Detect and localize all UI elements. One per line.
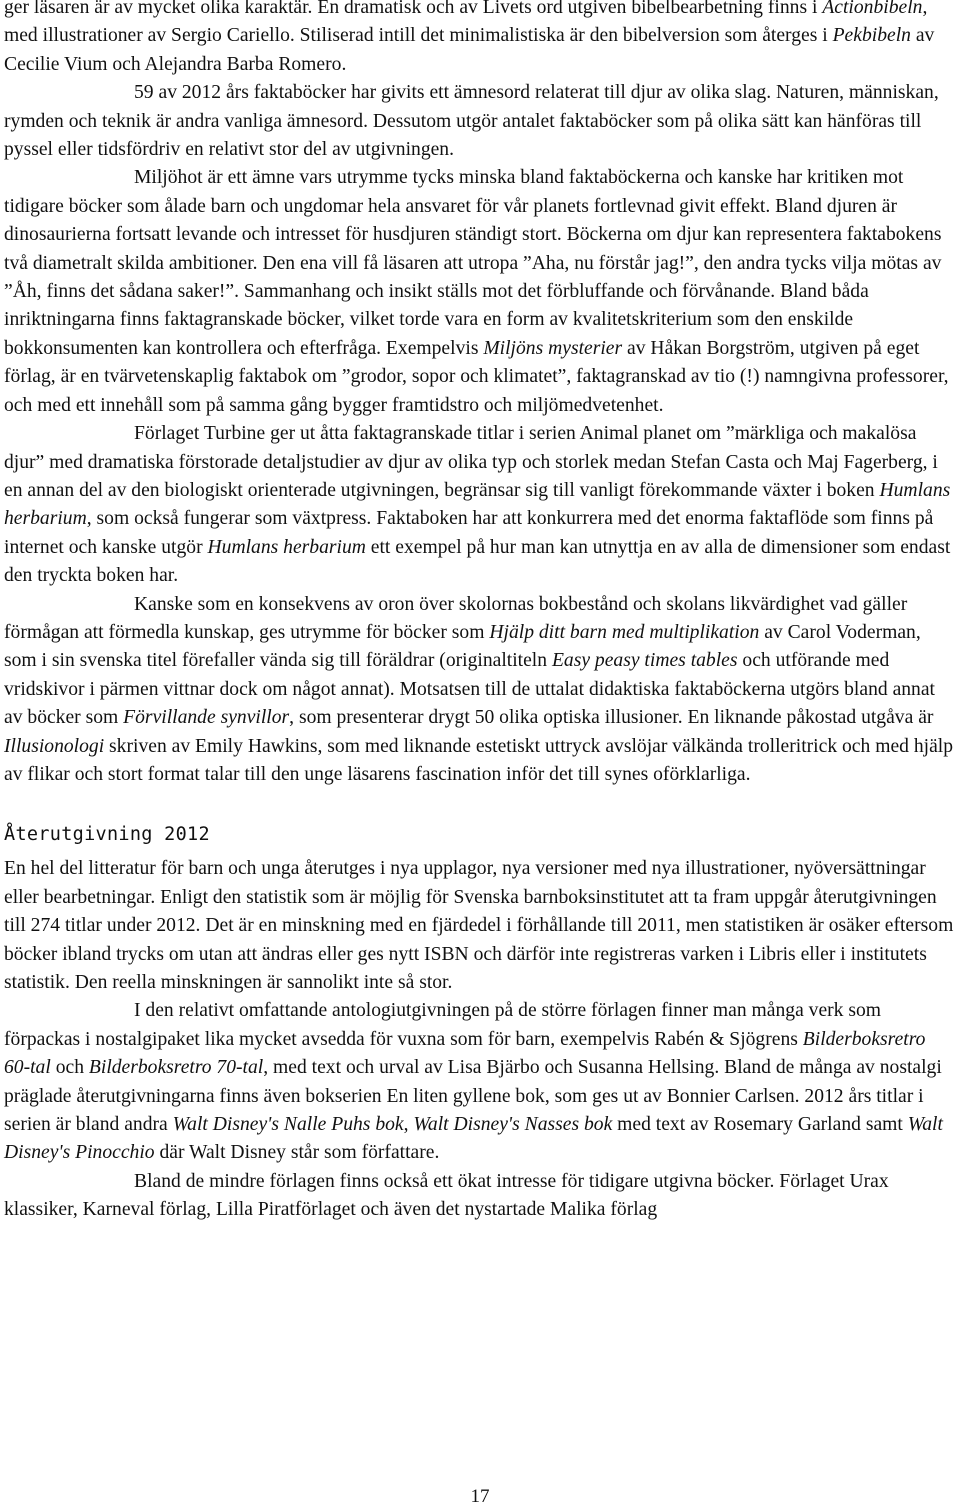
text-run: Förlaget Turbine ger ut åtta faktagranskade titlar i serien Animal planet om ”märkliga och makalösa djur” med dramatiska förstorade detaljstudier av djur av olika typ och storlek medan Stefan Casta och Maj Fagerberg, i en annan del av den biologiskt orienterade utgivningen, begränsar sig till vanligt förekommande växter i boken — [4, 423, 938, 501]
paragraph-bible-editions — [4, 0, 954, 79]
text-run: , med illustrationer av Sergio Cariello. Stiliserad intill det minimalistiska är den bibelversion som återges i — [4, 0, 928, 47]
book-title: Walt Disney's Pinocchio — [4, 1114, 943, 1164]
book-title: Humlans herbarium — [207, 536, 366, 558]
text-run: av Cecilie Vium och Alejandra Barba Romero. — [4, 25, 935, 75]
book-title: Bilderboksretro 60-tal — [4, 1028, 926, 1079]
text-run: av Håkan Borgström, utgiven på eget förlag, är en tvärvetenskaplig faktabok om ”grodor, sopor och klimatet”, faktagranskad av tio (!) namngivna professorer, och med ett innehåll som på samma gång bygger framtidstro och miljömedvetenhet. — [4, 337, 949, 416]
text-run: Kanske som en konsekvens av oron över skolornas bokbestånd och skolans likvärdighet vad gäller förmågan att förmedla kunskap, ges utrymme för böcker som — [4, 593, 908, 643]
paragraph-environment — [4, 164, 954, 420]
book-title: Illusionologi — [4, 735, 105, 757]
paragraph-fact-books-subjects — [4, 79, 954, 164]
text-run: En hel del litteratur för barn och unga återutges i nya upplagor, nya versioner med nya illustrationer, nyöversättningar eller bearbetningar. Enligt den statistik som är möjlig för Svenska barnboksinstitutet att ta fram uppgår återutgivningen till 274 titlar under 2012. Det är en minskning med en fjärdedel i förhållande till 2011, men statistiken är osäker eftersom böcker ibland trycks om utan att ändras eller ges nytt ISBN och därför inte registreras varken i Libris eller i institutets statistik. Den reella minskningen är sannolikt inte så stor. — [4, 858, 954, 993]
book-title: Easy peasy times tables — [551, 650, 738, 672]
text-run: av Carol Voderman, som i sin svenska titel förefaller vända sig till föräldrar (originaltiteln — [4, 621, 921, 672]
paragraph-reissues — [4, 855, 954, 997]
text-run: och — [50, 1057, 89, 1079]
text-run: och utförande med vridskivor i pärmen vittnar dock om något annat). Motsatsen till de uttalat didaktiska faktaböckerna utgörs bland annat av böcker som — [4, 650, 935, 729]
paragraph-turbine — [4, 420, 954, 590]
text-run: , med text och urval av Lisa Bjärbo och Susanna Hellsing. Bland de många av nostalgi präglade återutgivningarna finns även bokserien En liten gyllene bok, som ges ut av Bonnier Carlsen. 2012 års titlar i serien är bland andra — [4, 1057, 942, 1136]
text-run: skriven av Emily Hawkins, som med liknande estetiskt uttryck avslöjar välkända trolleritrick och med hjälp av flikar och stort format talar till den unge läsarens fascination inför det till synes oförklarliga. — [4, 735, 954, 785]
text-run: ett exempel på hur man kan utnyttja en av alla de dimensioner som endast den tryckta boken har. — [4, 536, 951, 587]
book-title: Bilderboksretro 70-tal — [88, 1057, 264, 1079]
page-number: 17 — [470, 1486, 490, 1507]
book-title: Walt Disney's Nalle Puhs bok — [172, 1114, 404, 1136]
text-run: med text av Rosemary Garland samt — [612, 1114, 908, 1136]
text-run: ger läsaren är av mycket olika karaktär. En dramatisk och av Livets ord utgiven bibelbearbetning finns i — [4, 0, 823, 18]
book-title: Hjälp ditt barn med multiplikation — [489, 621, 760, 643]
text-run: , som presenterar drygt 50 olika optiska illusioner. En liknande påkostad utgåva är — [289, 707, 934, 729]
paragraph-anthologies — [4, 997, 954, 1167]
body-text — [4, 0, 954, 1225]
text-run: , som också fungerar som växtpress. Faktaboken har att konkurrera med det enorma faktaflöde som finns på internet och kanske utgör — [4, 508, 934, 558]
book-title: Humlans herbarium — [4, 479, 951, 530]
book-title: Miljöns mysterier — [483, 337, 623, 359]
text-run: Miljöhot är ett ämne vars utrymme tycks minska bland faktaböckerna och kanske har kritiken mot tidigare böcker som ålade barn och ungdomar hela ansvaret för vår planets fortlevnad givit effekt. Bland djuren är dinosaurierna fortsatt levande och intresset för husdjuren ständigt stort. Böckerna om djur kan representera faktabokens två diametralt skilda ambitioner. Den ena vill få läsaren att utropa ”Aha, nu förstår jag!”, den andra tycks vilja mötas av ”Åh, finns det sådana saker!”. Sammanhang och insikt ställs mot det förbluffande och förvånande. Bland båda inriktningarna finns faktagranskade böcker, vilket torde vara en form av kvalitetskriterium som den enskilde bokkonsumenten kan kontrollera och efterfråga. Exempelvis — [4, 167, 942, 359]
text-run: I den relativt omfattande antologiutgivningen på de större förlagen finner man många verk som förpackas i nostalgipaket lika mycket avsedda för vuxna som för barn, exempelvis Rabén & Sjögrens — [4, 1000, 882, 1050]
text-run: , — [403, 1114, 414, 1136]
book-title: Walt Disney's Nasses bok — [413, 1114, 613, 1136]
text-run: där Walt Disney står som författare. — [154, 1142, 440, 1164]
book-title: Actionbibeln — [822, 0, 923, 18]
paragraph-smaller-publishers — [4, 1168, 954, 1225]
book-title: Pekbibeln — [832, 25, 911, 47]
paragraph-didactic — [4, 591, 954, 790]
text-run: Bland de mindre förlagen finns också ett ökat intresse för tidigare utgivna böcker. Förlaget Urax klassiker, Karneval förlag, Lilla Piratförlaget och även det nystartade Malika förlag — [4, 1170, 889, 1221]
book-title: Förvillande synvillor — [123, 707, 290, 729]
text-run: 59 av 2012 års faktaböcker har givits ett ämnesord relaterat till djur av olika slag. Naturen, människan, rymden och teknik är andra vanliga ämnesord. Dessutom utgör antalet faktaböcker som på olika sätt kan hänföras till pyssel eller tidsfördriv en relativt stor del av utgivningen. — [4, 82, 939, 161]
section-heading: Återutgivning 2012 — [4, 824, 210, 846]
